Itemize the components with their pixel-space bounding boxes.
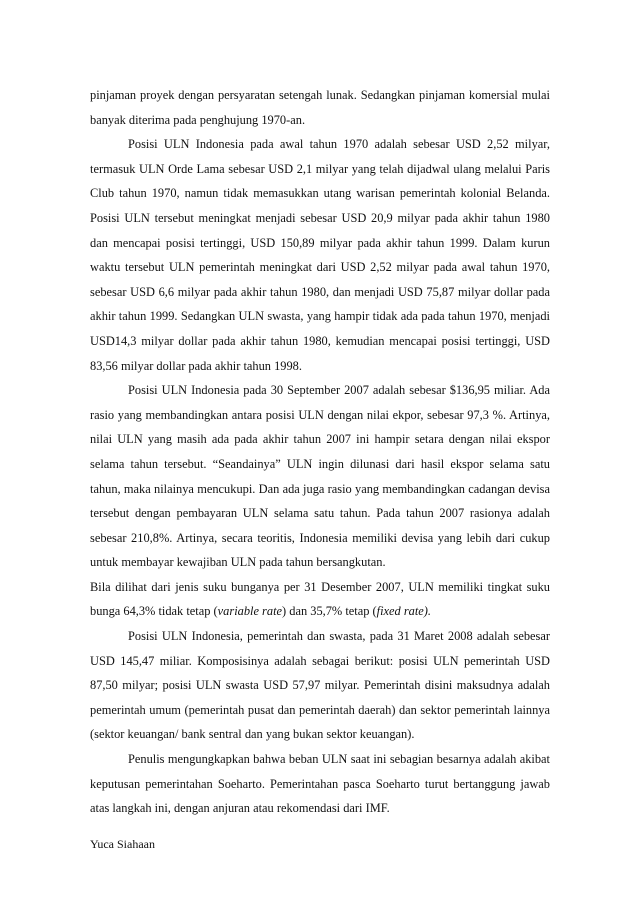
- paragraph-uln-2007: Posisi ULN Indonesia pada 30 September 2007 adalah sebesar $136,95 miliar. Ada rasio yang membandingkan antara posisi ULN dengan nilai ekpor, sebesar 97,3 %. Artinya, nilai ULN yang masih ada pada akhir tahun 2007 ini hampir setara dengan nilai ekspor selama tahun tersebut. “Seandainya” ULN ingin dilunasi dari hasil ekspor selama satu tahun, maka nilainya mencukupi. Dan ada juga rasio yang membandingkan cadangan devisa tersebut dengan pembayaran ULN selama satu tahun. Pada tahun 2007 rasionya adalah sebesar 210,8%. Artinya, secara teoritis, Indonesia memiliki devisa yang lebih dari cukup untuk membayar kewajiban ULN pada tahun bersangkutan.: [90, 383, 550, 570]
- document-body: [90, 83, 550, 821]
- page-footer-author: Yuca Siahaan: [90, 837, 155, 851]
- interest-text-before: Bila dilihat dari jenis suku bunganya per 31 Desember 2007, ULN memiliki tingkat suku bunga 64,3% tidak tetap (: [90, 579, 550, 619]
- paragraph-uln-2008: Posisi ULN Indonesia, pemerintah dan swasta, pada 31 Maret 2008 adalah sebesar USD 145,47 miliar. Komposisinya adalah sebagai berikut: posisi ULN pemerintah USD 87,50 milyar; posisi ULN swasta USD 57,97 milyar. Pemerintah disini maksudnya adalah pemerintah umum (pemerintah pusat dan pemerintah daerah) dan sektor pemerintah lainnya (sektor keuangan/ bank sentral dan yang bukan sektor keuangan).: [90, 629, 550, 742]
- fixed-rate-term: fixed rate).: [376, 604, 432, 619]
- paragraph-interest-rate: [90, 575, 550, 624]
- variable-rate-term: variable rate: [217, 604, 283, 619]
- paragraph-uln-1970-1999: Posisi ULN Indonesia pada awal tahun 1970 adalah sebesar USD 2,52 milyar, termasuk ULN Orde Lama sebesar USD 2,1 milyar yang telah dijadwal ulang melalui Paris Club tahun 1970, namun tidak memasukkan utang warisan pemerintah kolonial Belanda. Posisi ULN tersebut meningkat menjadi sebesar USD 20,9 milyar pada akhir tahun 1980 dan mencapai posisi tertinggi, USD 150,89 milyar pada akhir tahun 1999. Dalam kurun waktu tersebut ULN pemerintah meningkat dari USD 2,52 milyar pada awal tahun 1970, sebesar USD 6,6 milyar pada akhir tahun 1980, dan menjadi USD 75,87 milyar dollar pada akhir tahun 1999. Sedangkan ULN swasta, yang hampir tidak ada pada tahun 1970, menjadi USD14,3 milyar dollar pada akhir tahun 1980, kemudian mencapai posisi tertinggi, USD 83,56 milyar dollar pada akhir tahun 1998.: [90, 137, 550, 373]
- interest-text-middle: ) dan 35,7% tetap (: [282, 604, 377, 619]
- paragraph-continuation: pinjaman proyek dengan persyaratan setengah lunak. Sedangkan pinjaman komersial mulai banyak diterima pada penghujung 1970-an.: [90, 88, 550, 127]
- paragraph-author-opinion: Penulis mengungkapkan bahwa beban ULN saat ini sebagian besarnya adalah akibat keputusan pemerintahan Soeharto. Pemerintahan pasca Soeharto turut bertanggung jawab atas langkah ini, dengan anjuran atau rekomendasi dari IMF.: [90, 752, 550, 816]
